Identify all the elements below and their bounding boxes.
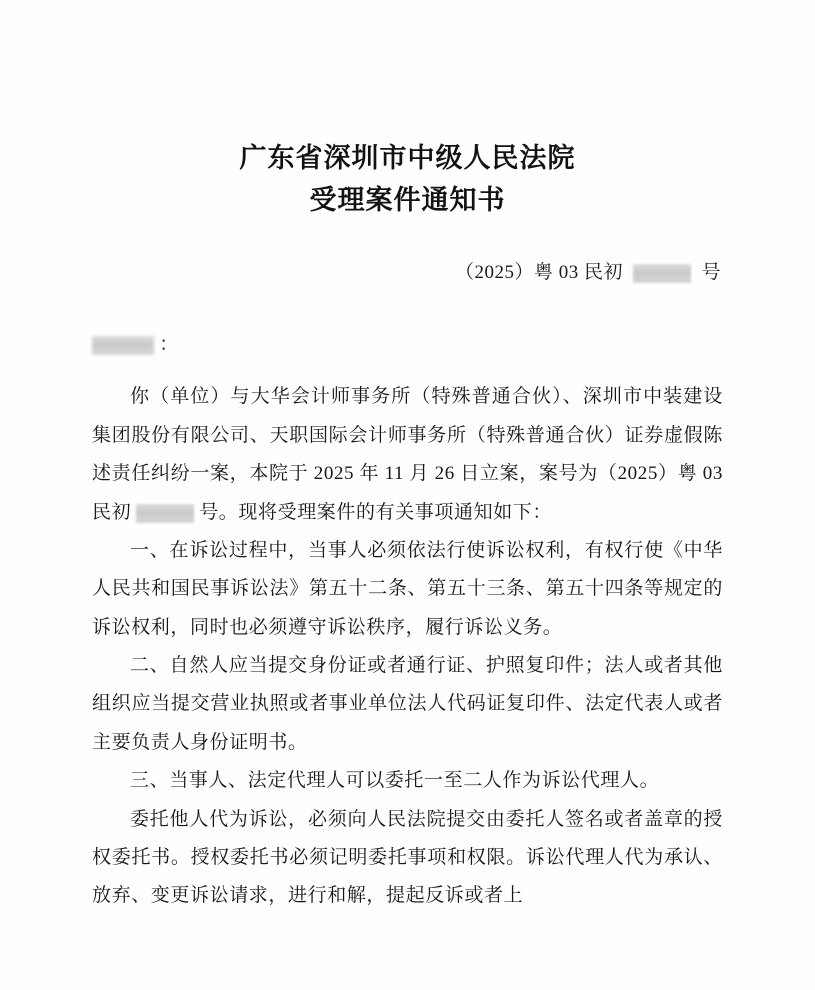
redaction-block-case-number xyxy=(633,264,691,283)
addressee-row xyxy=(92,330,723,360)
body-paragraph-4: 三、当事人、法定代理人可以委托一至二人作为诉讼代理人。 xyxy=(130,770,660,792)
court-name-line: 广东省深圳市中级人民法院 xyxy=(239,143,576,173)
case-number-prefix: （2025）粤 03 民初 xyxy=(454,261,623,283)
case-number-suffix: 号 xyxy=(701,261,721,283)
case-number-row xyxy=(92,258,723,288)
body-paragraph-3: 二、自然人应当提交身份证或者通行证、护照复印件；法人或者其他组织应当提交营业执照或者事业单位法人代码证复印件、法定代表人或者主要负责人身份证明书。 xyxy=(92,655,723,753)
redaction-block-addressee xyxy=(92,336,154,355)
body-paragraph-5: 委托他人代为诉讼，必须向人民法院提交由委托人签名或者盖章的授权委托书。授权委托书必须记明委托事项和权限。诉讼代理人代为承认、放弃、变更诉讼请求，进行和解，提起反诉或者上 xyxy=(92,808,723,907)
document-type-line: 受理案件通知书 xyxy=(309,184,506,215)
document-title-block xyxy=(92,0,723,222)
addressee-colon: ： xyxy=(159,334,179,356)
document-body xyxy=(92,378,723,915)
body-paragraph-1-tail: 号。现将受理案件的有关事项通知如下： xyxy=(199,501,553,523)
body-paragraph-1-head: 你（单位）与大华会计师事务所（特殊普通合伙）、深圳市中装建设集团股份有限公司、天职国际会计师事务所（特殊普通合伙）证券虚假陈述责任纠纷一案，本院于 2025 年 11 月 26 日立案，案号为（2025）粤 03 民初 xyxy=(92,386,723,523)
body-paragraph-2: 一、在诉讼过程中，当事人必须依法行使诉讼权利，有权行使《中华人民共和国民事诉讼法》第五十二条、第五十三条、第五十四条等规定的诉讼权利，同时也必须遵守诉讼秩序，履行诉讼义务。 xyxy=(92,539,723,638)
body-paragraph-1 xyxy=(92,378,723,532)
redaction-block-case-number-inline xyxy=(136,504,194,523)
